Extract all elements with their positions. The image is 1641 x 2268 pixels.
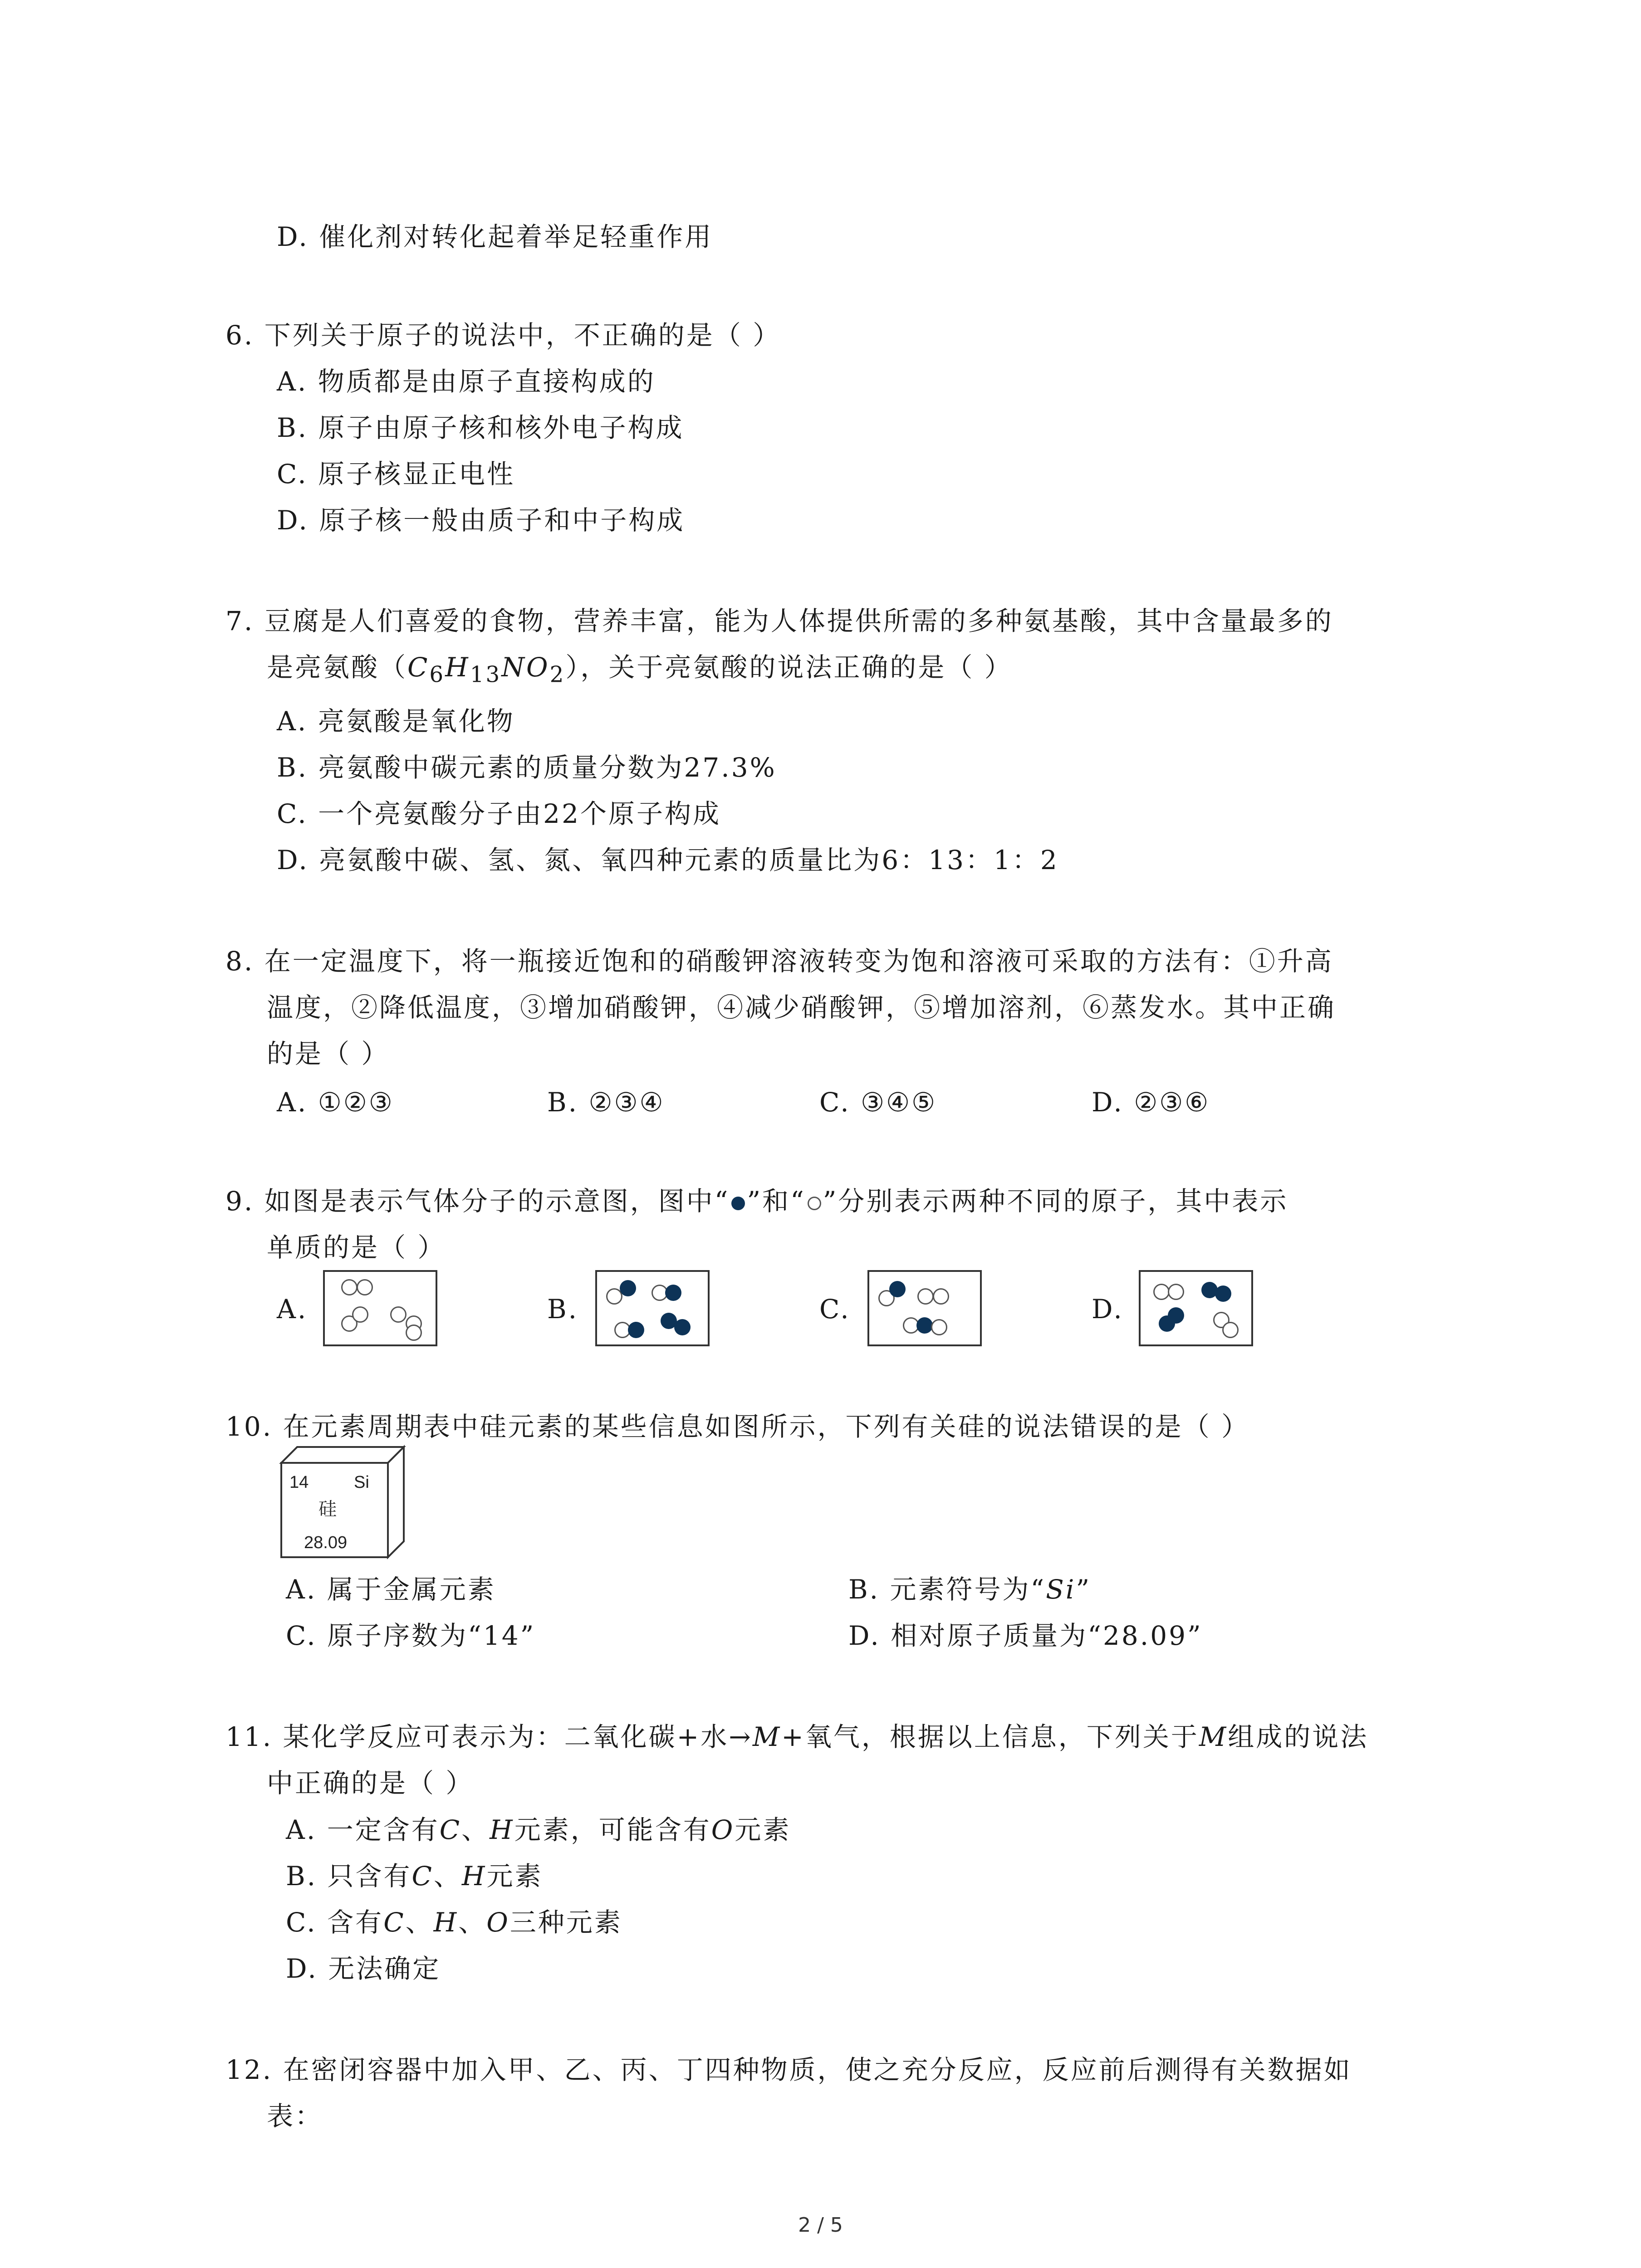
q12-stem-line2: 表： — [267, 2101, 323, 2131]
q7-option-b: B. 亮氨酸中碳元素的质量分数为27.3% — [277, 752, 777, 783]
q8-stem-line2: 温度，②降低温度，③增加硝酸钾，④减少硝酸钾，⑤增加溶剂，⑥蒸发水。其中正确 — [267, 992, 1336, 1023]
light-atom-icon — [1153, 1284, 1170, 1300]
cell-symbol: Si — [354, 1473, 369, 1492]
q6-stem: 6. 下列关于原子的说法中，不正确的是（ ） — [225, 320, 781, 351]
dark-atom-icon — [628, 1322, 644, 1338]
q10-stem: 10. 在元素周期表中硅元素的某些信息如图所示，下列有关硅的说法错误的是（ ） — [225, 1411, 1250, 1442]
q9-diagram-b — [595, 1270, 710, 1346]
cell-element-name: 硅 — [318, 1499, 337, 1520]
dark-atom-icon — [731, 1197, 745, 1210]
q8-option-d: D. ②③⑥ — [1092, 1087, 1210, 1118]
q6-option-d: D. 原子核一般由质子和中子构成 — [277, 505, 685, 536]
q7-stem-line1: 7. 豆腐是人们喜爱的食物，营养丰富，能为人体提供所需的多种氨基酸，其中含量最多的 — [225, 606, 1333, 636]
q9-stem-part1: 9. 如图是表示气体分子的示意图，图中“ — [225, 1186, 730, 1217]
light-atom-icon — [406, 1325, 422, 1341]
cell-atomic-number: 14 — [289, 1473, 309, 1492]
q11-option-d: D. 无法确定 — [286, 1953, 441, 1984]
q9-stem-line2: 单质的是（ ） — [267, 1232, 446, 1263]
q7-stem-line2 — [267, 651, 1013, 691]
q9-stem-part3: ”分别表示两种不同的原子，其中表示 — [823, 1186, 1288, 1217]
light-atom-icon — [917, 1288, 934, 1305]
q9-label-d: D. — [1092, 1294, 1124, 1325]
q5-option-d: D. 催化剂对转化起着举足轻重作用 — [277, 221, 713, 252]
dark-atom-icon — [674, 1319, 691, 1335]
light-atom-icon — [1222, 1322, 1239, 1338]
q9-label-b: B. — [547, 1294, 579, 1325]
q10-option-d: D. 相对原子质量为“28.09” — [848, 1620, 1203, 1651]
light-atom-icon — [341, 1279, 358, 1295]
light-atom-icon — [352, 1306, 368, 1323]
dark-atom-icon — [916, 1317, 933, 1334]
q8-stem-line3: 的是（ ） — [267, 1038, 390, 1069]
dark-atom-icon — [620, 1280, 636, 1296]
silicon-periodic-cell — [277, 1442, 408, 1565]
light-atom-icon — [1168, 1284, 1184, 1300]
dark-atom-icon — [889, 1281, 906, 1297]
dark-atom-icon — [1168, 1307, 1184, 1324]
q8-option-b: B. ②③④ — [547, 1087, 665, 1118]
light-atom-icon — [931, 1319, 947, 1335]
q7-stem-line2-pre: 是亮氨酸（ — [267, 652, 408, 683]
light-atom-icon — [390, 1306, 407, 1323]
light-atom-icon — [933, 1288, 949, 1305]
q11-option-c: C. 含有C、H、O三种元素 — [286, 1907, 622, 1938]
q8-option-a: A. ①②③ — [277, 1087, 394, 1118]
page-number: 2 / 5 — [798, 2214, 843, 2237]
q7-formula: $C_6H_{13}NO_2$ — [407, 652, 566, 688]
q9-diagram-a — [323, 1270, 437, 1346]
q10-option-b: B. 元素符号为“Si” — [848, 1574, 1092, 1605]
q6-option-c: C. 原子核显正电性 — [277, 459, 515, 489]
q7-option-d: D. 亮氨酸中碳、氢、氮、氧四种元素的质量比为6：13：1：2 — [277, 845, 1059, 875]
q10-option-a: A. 属于金属元素 — [286, 1574, 496, 1605]
q9-label-c: C. — [819, 1294, 851, 1325]
q11-option-a: A. 一定含有C、H元素，可能含有O元素 — [286, 1814, 791, 1845]
q6-option-a: A. 物质都是由原子直接构成的 — [277, 366, 656, 397]
cell-atomic-mass: 28.09 — [304, 1533, 348, 1552]
q7-stem-line2-post: ），关于亮氨酸的说法正确的是（ ） — [565, 652, 1013, 683]
q7-option-c: C. 一个亮氨酸分子由22个原子构成 — [277, 798, 721, 829]
q11-stem-line2: 中正确的是（ ） — [267, 1768, 474, 1799]
q11-option-b: B. 只含有C、H元素 — [286, 1861, 543, 1892]
q8-stem-line1: 8. 在一定温度下，将一瓶接近饱和的硝酸钾溶液转变为饱和溶液可采取的方法有：①升高 — [225, 946, 1333, 977]
q9-stem-part2: ”和“ — [747, 1186, 806, 1217]
light-atom-icon — [808, 1197, 821, 1210]
q10-option-c: C. 原子序数为“14” — [286, 1620, 536, 1651]
q12-stem-line1: 12. 在密闭容器中加入甲、乙、丙、丁四种物质，使之充分反应，反应前后测得有关数据如 — [225, 2054, 1352, 2085]
light-atom-icon — [357, 1279, 373, 1295]
q9-stem-line1 — [225, 1185, 1288, 1217]
q11-stem-line1: 11. 某化学反应可表示为：二氧化碳+水→M+氧气，根据以上信息，下列关于M组成的说法 — [225, 1721, 1369, 1752]
dark-atom-icon — [665, 1285, 681, 1301]
dark-atom-icon — [1215, 1286, 1231, 1302]
q6-option-b: B. 原子由原子核和核外电子构成 — [277, 412, 684, 443]
q9-label-a: A. — [277, 1294, 308, 1325]
q9-diagram-c — [867, 1270, 982, 1346]
q7-option-a: A. 亮氨酸是氧化物 — [277, 706, 515, 737]
q8-option-c: C. ③④⑤ — [819, 1087, 937, 1118]
q9-diagram-d — [1139, 1270, 1253, 1346]
